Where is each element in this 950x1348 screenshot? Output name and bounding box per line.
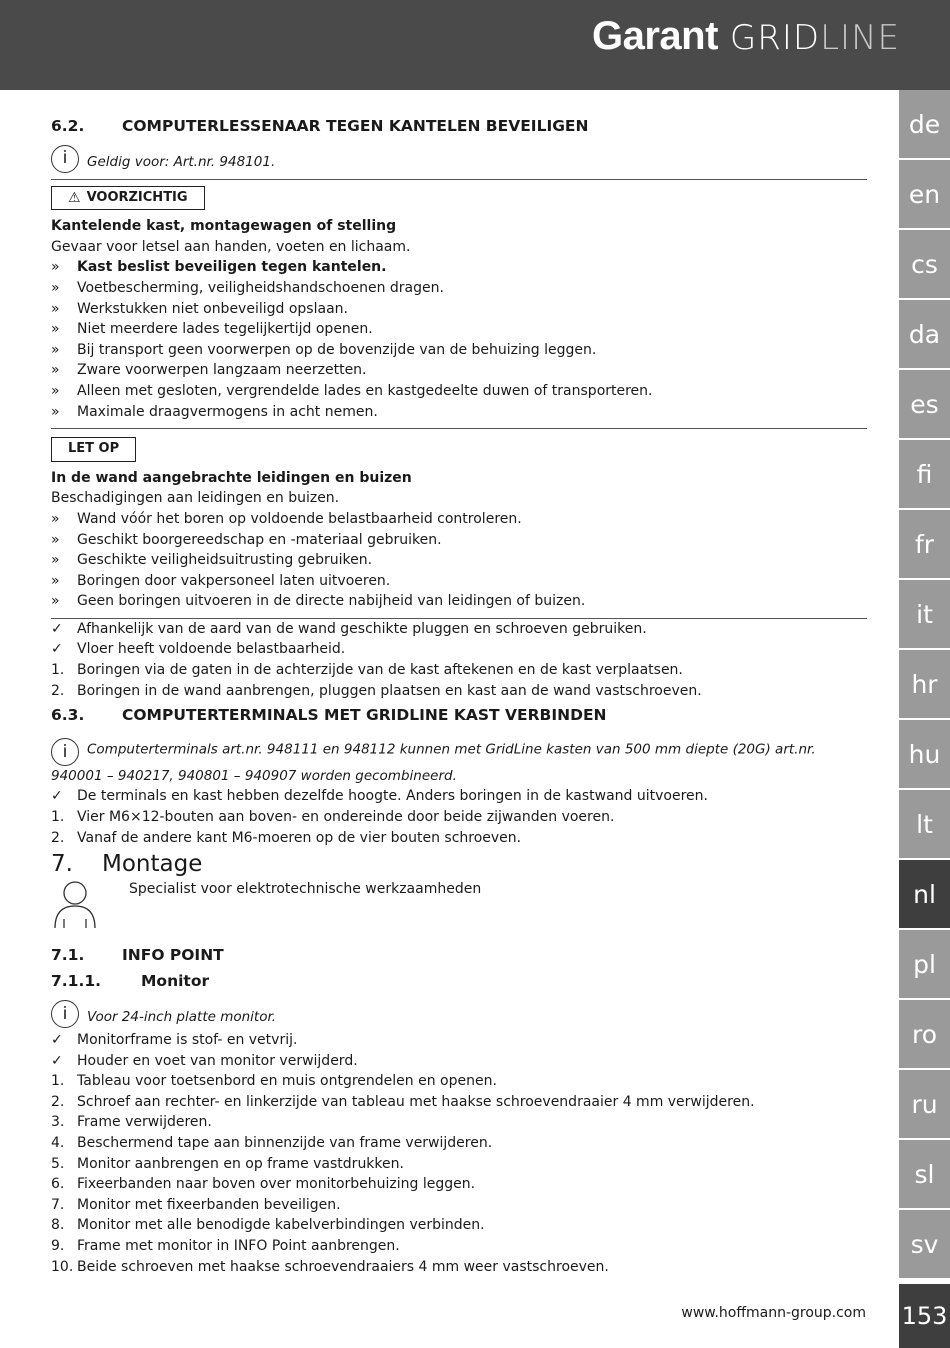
person-icon <box>51 879 99 929</box>
language-tab-en[interactable]: en <box>899 160 950 228</box>
brand-main-text: Garant <box>591 14 718 58</box>
subsection-number: 7.1.1. <box>51 972 102 991</box>
bullet-marker: » <box>51 552 60 569</box>
divider <box>51 428 867 429</box>
list-item <box>51 1051 867 1072</box>
subsection-heading <box>51 971 867 992</box>
info-note <box>51 1000 867 1028</box>
list-item-text: Geschikte veiligheidsuitrusting gebruiken. <box>77 552 373 569</box>
section-number: 6.3. <box>51 706 85 725</box>
step-text: Beschermend tape aan binnenzijde van frame verwijderen. <box>77 1134 493 1151</box>
language-tab-it[interactable]: it <box>899 580 950 648</box>
step-list <box>51 807 867 848</box>
step-item <box>51 1154 867 1175</box>
step-text: Beide schroeven met haakse schroevendraaiers 4 mm weer vastschroeven. <box>77 1258 609 1275</box>
step-number: 2. <box>51 682 65 699</box>
step-list <box>51 1071 867 1277</box>
list-item-text: Alleen met gesloten, vergrendelde lades en kastgedeelte duwen of transporteren. <box>77 382 653 399</box>
notice-heading: In de wand aangebrachte leidingen en buizen <box>51 469 412 486</box>
list-item-text: Wand vóór het boren op voldoende belastbaarheid controleren. <box>77 510 522 527</box>
step-text: Vier M6×12-bouten aan boven- en ondereinde door beide zijwanden voeren. <box>77 809 615 826</box>
step-item <box>51 828 867 849</box>
list-item-text: De terminals en kast hebben dezelfde hoogte. Anders boringen in de kastwand uitvoeren. <box>77 788 708 805</box>
section-heading <box>51 705 867 726</box>
section-title: INFO POINT <box>122 945 224 964</box>
list-item <box>51 257 867 278</box>
section-number: 6.2. <box>51 117 85 135</box>
step-item <box>51 681 867 702</box>
step-text: Frame verwijderen. <box>77 1114 212 1131</box>
bullet-marker: » <box>51 259 60 276</box>
language-tab-nl[interactable]: nl <box>899 860 950 928</box>
brand-line: LINE <box>820 18 900 58</box>
info-icon: i <box>51 145 79 173</box>
step-number: 7. <box>51 1196 65 1213</box>
bullet-marker: » <box>51 321 60 338</box>
step-text: Frame met monitor in INFO Point aanbrengen. <box>77 1237 400 1254</box>
language-tab-de[interactable]: de <box>899 90 950 158</box>
chapter-number: 7. <box>51 851 73 878</box>
check-icon: ✓ <box>51 641 63 658</box>
section-title: COMPUTERLESSENAAR TEGEN KANTELEN BEVEILIGEN <box>122 117 589 135</box>
info-text: Voor 24-inch platte monitor. <box>87 1009 277 1026</box>
list-item <box>51 509 867 530</box>
bullet-marker: » <box>51 593 60 610</box>
language-tab-ru[interactable]: ru <box>899 1070 950 1138</box>
list-item <box>51 278 867 299</box>
caution-description: Gevaar voor letsel aan handen, voeten en lichaam. <box>51 238 411 255</box>
notice-label: LET OP <box>68 441 120 457</box>
language-tab-sl[interactable]: sl <box>899 1140 950 1208</box>
step-text: Fixeerbanden naar boven over monitorbehuizing leggen. <box>77 1176 476 1193</box>
list-item <box>51 340 867 361</box>
footer-url: www.hoffmann-group.com <box>681 1305 866 1321</box>
check-icon: ✓ <box>51 1032 63 1048</box>
main-content <box>51 110 867 1277</box>
step-text: Monitor aanbrengen en op frame vastdrukken. <box>77 1155 404 1172</box>
list-item <box>51 591 867 612</box>
list-item <box>51 571 867 592</box>
list-item <box>51 786 867 807</box>
step-number: 9. <box>51 1237 65 1254</box>
prerequisite-list <box>51 786 867 807</box>
prerequisite-list <box>51 1030 867 1071</box>
step-item <box>51 1112 867 1133</box>
caution-list <box>51 278 867 422</box>
specialist-text: Specialist voor elektrotechnische werkzaamheden <box>129 880 482 897</box>
bullet-marker: » <box>51 382 60 399</box>
info-note <box>51 738 867 787</box>
list-item-text: Afhankelijk van de aard van de wand geschikte pluggen en schroeven gebruiken. <box>77 620 647 637</box>
language-tab-pl[interactable]: pl <box>899 930 950 998</box>
info-text: Computerterminals art.nr. 948111 en 948112 kunnen met GridLine kasten van 500 mm diepte (20G) art.nr. 940001 – 940217, 940801 – 940907 worden gecombineerd. <box>51 741 816 784</box>
list-item-text: Bij transport geen voorwerpen op de bovenzijde van de behuizing leggen. <box>77 341 597 358</box>
language-tab-hr[interactable]: hr <box>899 650 950 718</box>
caution-label: VOORZICHTIG <box>86 189 188 205</box>
list-item-text: Vloer heeft voldoende belastbaarheid. <box>77 641 346 658</box>
language-tab-sv[interactable]: sv <box>899 1210 950 1278</box>
language-tab-lt[interactable]: lt <box>899 790 950 858</box>
check-icon: ✓ <box>51 620 63 637</box>
subsection-title: Monitor <box>141 972 210 991</box>
info-icon: i <box>51 738 79 766</box>
step-item <box>51 1092 867 1113</box>
section-number: 7.1. <box>51 945 85 964</box>
step-item <box>51 1236 867 1257</box>
specialist-note <box>51 879 867 929</box>
step-item <box>51 1133 867 1154</box>
list-item <box>51 381 867 402</box>
language-tab-cs[interactable]: cs <box>899 230 950 298</box>
list-item-text: Geschikt boorgereedschap en -materiaal gebruiken. <box>77 531 442 548</box>
list-item-text: Monitorframe is stof- en vetvrij. <box>77 1032 298 1048</box>
prerequisite-list <box>51 619 867 660</box>
language-tab-hu[interactable]: hu <box>899 720 950 788</box>
section-heading <box>51 116 867 137</box>
language-tab-es[interactable]: es <box>899 370 950 438</box>
list-item <box>51 639 867 660</box>
step-text: Monitor met alle benodigde kabelverbindingen verbinden. <box>77 1217 485 1234</box>
section-title: COMPUTERTERMINALS MET GRIDLINE KAST VERBINDEN <box>122 706 607 725</box>
step-number: 3. <box>51 1114 65 1131</box>
list-item <box>51 530 867 551</box>
step-text: Boringen in de wand aanbrengen, pluggen plaatsen en kast aan de wand vastschroeven. <box>77 682 702 699</box>
list-item <box>51 1030 867 1051</box>
language-tabs <box>899 90 950 1280</box>
list-item <box>51 319 867 340</box>
brand-sub-text <box>730 18 900 58</box>
bullet-marker: » <box>51 572 60 589</box>
step-text: Schroef aan rechter- en linkerzijde van tableau met haakse schroevendraaier 4 mm verwijderen. <box>77 1093 755 1110</box>
list-item-text: Niet meerdere lades tegelijkertijd openen. <box>77 321 373 338</box>
list-item <box>51 402 867 423</box>
list-item <box>51 550 867 571</box>
step-number: 1. <box>51 1073 65 1090</box>
language-tab-ro[interactable]: ro <box>899 1000 950 1068</box>
list-item-text: Boringen door vakpersoneel laten uitvoeren. <box>77 572 391 589</box>
list-item-text: Voetbescherming, veiligheidshandschoenen dragen. <box>77 279 444 296</box>
step-number: 1. <box>51 662 65 679</box>
step-item <box>51 1174 867 1195</box>
check-icon: ✓ <box>51 1052 63 1069</box>
step-number: 8. <box>51 1217 65 1234</box>
step-item <box>51 807 867 828</box>
divider <box>51 179 867 180</box>
bullet-marker: » <box>51 300 60 317</box>
step-item <box>51 660 867 681</box>
step-item <box>51 1257 867 1278</box>
step-number: 4. <box>51 1134 65 1151</box>
notice-list <box>51 509 867 612</box>
list-item-text: Zware voorwerpen langzaam neerzetten. <box>77 362 367 379</box>
step-text: Tableau voor toetsenbord en muis ontgrendelen en openen. <box>77 1073 497 1090</box>
step-number: 1. <box>51 809 65 826</box>
brand-grid: GRID <box>729 18 821 58</box>
list-item-text: Maximale draagvermogens in acht nemen. <box>77 403 378 420</box>
bullet-marker: » <box>51 403 60 420</box>
bullet-marker: » <box>51 341 60 358</box>
list-item-text: Kast beslist beveiligen tegen kantelen. <box>77 259 387 276</box>
language-tab-da[interactable]: da <box>899 300 950 368</box>
list-item-text: Werkstukken niet onbeveiligd opslaan. <box>77 300 348 317</box>
step-number: 6. <box>51 1176 65 1193</box>
bullet-marker: » <box>51 362 60 379</box>
list-item <box>51 360 867 381</box>
bullet-marker: » <box>51 279 60 296</box>
step-number: 2. <box>51 1093 65 1110</box>
chapter-heading <box>51 851 867 878</box>
language-tab-fr[interactable]: fr <box>899 510 950 578</box>
info-note <box>51 145 867 173</box>
bullet-marker: » <box>51 510 60 527</box>
list-item-text: Geen boringen uitvoeren in de directe nabijheid van leidingen of buizen. <box>77 593 586 610</box>
step-item <box>51 1215 867 1236</box>
step-item <box>51 1195 867 1216</box>
step-number: 2. <box>51 829 65 846</box>
list-item-text: Houder en voet van monitor verwijderd. <box>77 1052 358 1069</box>
step-number: 5. <box>51 1155 65 1172</box>
bullet-marker: » <box>51 531 60 548</box>
check-icon: ✓ <box>51 788 63 805</box>
step-text: Vanaf de andere kant M6-moeren op de vier bouten schroeven. <box>77 829 522 846</box>
notice-badge <box>51 437 136 462</box>
list-item <box>51 619 867 640</box>
caution-heading: Kantelende kast, montagewagen of stelling <box>51 218 397 235</box>
caution-badge <box>51 186 205 211</box>
step-list <box>51 660 867 701</box>
step-text: Monitor met fixeerbanden beveiligen. <box>77 1196 341 1213</box>
page-header <box>0 0 950 90</box>
step-number: 10. <box>51 1258 74 1275</box>
language-tab-fi[interactable]: fi <box>899 440 950 508</box>
brand-logo <box>592 14 900 70</box>
notice-description: Beschadigingen aan leidingen en buizen. <box>51 490 340 507</box>
step-item <box>51 1071 867 1092</box>
info-icon: i <box>51 1000 79 1028</box>
page-number: 153 <box>899 1284 950 1348</box>
list-item <box>51 299 867 320</box>
chapter-title: Montage <box>102 851 203 878</box>
section-heading <box>51 945 867 966</box>
info-text: Geldig voor: Art.nr. 948101. <box>87 154 276 170</box>
step-text: Boringen via de gaten in de achterzijde van de kast aftekenen en de kast verplaatsen. <box>77 662 683 679</box>
warning-triangle-icon: ⚠ <box>68 189 81 206</box>
